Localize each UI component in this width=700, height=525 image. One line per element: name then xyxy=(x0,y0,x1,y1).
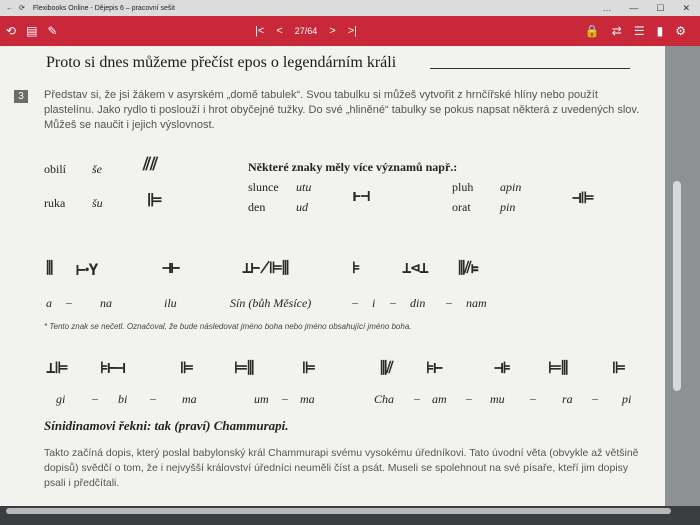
separator: – xyxy=(150,391,156,405)
cuneiform-sign: ⫼⫽ xyxy=(380,358,393,377)
word-czech: ruka xyxy=(44,196,66,210)
link-icon[interactable]: ⇄ xyxy=(611,24,622,38)
close-icon[interactable]: ✕ xyxy=(682,2,690,13)
cuneiform-sign: ⊢ꞏY xyxy=(76,260,98,279)
syllable: i xyxy=(372,296,376,310)
horizontal-scrollbar[interactable] xyxy=(6,508,671,514)
next-page-icon[interactable]: > xyxy=(329,25,336,37)
more-icon[interactable]: … xyxy=(602,2,612,13)
footnote: * Tento znak se nečetl. Označoval, že bude následovat jméno boha nebo jméno obsahující jméno boha. xyxy=(44,322,412,331)
answer-line[interactable] xyxy=(430,68,630,69)
cuneiform-sign: ⫽⫽ xyxy=(143,154,158,175)
cuneiform-sign: ⊣⊢ xyxy=(162,258,180,277)
word-czech: obilí xyxy=(44,162,67,176)
pen-icon[interactable]: ✎ xyxy=(47,24,58,38)
window-titlebar xyxy=(0,0,700,16)
word-czech: den xyxy=(248,200,266,214)
syllable: ma xyxy=(300,392,315,406)
syllable: mu xyxy=(490,392,505,406)
syllable: ilu xyxy=(164,296,177,310)
app-toolbar xyxy=(0,16,700,46)
separator: – xyxy=(352,295,358,309)
last-page-icon[interactable]: >| xyxy=(347,25,357,37)
word-reading: utu xyxy=(296,180,312,194)
cuneiform-sign: ⫼⫽⊧ xyxy=(458,258,478,277)
syllable: gi xyxy=(56,392,66,406)
syllable: nam xyxy=(466,296,487,310)
maximize-icon[interactable]: ☐ xyxy=(656,2,665,13)
vertical-scrollbar[interactable] xyxy=(665,46,700,506)
settings-icon[interactable]: ⚙ xyxy=(675,24,686,38)
translation: Sínidinamovi řekni: tak (praví) Chammurapi. xyxy=(44,418,289,433)
syllable: Sín (bůh Měsíce) xyxy=(230,296,312,310)
cuneiform-sign: ⊣⊫ xyxy=(572,188,594,207)
first-page-icon[interactable]: |< xyxy=(255,25,265,37)
minimize-icon[interactable]: — xyxy=(629,2,639,13)
word-czech: pluh xyxy=(452,180,474,194)
syllable: Cha xyxy=(374,392,395,406)
list-icon[interactable]: ☰ xyxy=(633,24,645,38)
refresh-icon[interactable]: ⟳ xyxy=(19,5,25,12)
book-icon[interactable]: ▤ xyxy=(26,24,38,38)
separator: – xyxy=(466,391,472,405)
separator: – xyxy=(592,391,598,405)
word-reading: ud xyxy=(296,200,308,214)
word-reading: še xyxy=(92,162,102,176)
exercise-instructions: Představ si, že jsi žákem v asyrském „domě tabulek“. Svou tabulku si můžeš vytvořit z hrnčířské hlíny nebo použít plastelínu. Jako rydlo ti poslouží i hrot obyčejné tužky. Do své „hliněné“ tabulky se pokus napsat některá z uvedených slov. Můžeš se naučit i jejich výslovnost. xyxy=(44,89,640,131)
syllable: din xyxy=(410,296,426,310)
word-reading: šu xyxy=(92,196,103,210)
syllable: bi xyxy=(118,392,128,406)
word-reading: pin xyxy=(500,200,516,214)
cuneiform-sign: ⊣⊧ xyxy=(494,358,510,377)
syllable: am xyxy=(432,392,447,406)
cuneiform-sign: ⊧⊢⊣ xyxy=(100,358,125,377)
cuneiform-sign: ⊥⊬⊫⫼ xyxy=(242,258,289,277)
cuneiform-sign: ⊧ xyxy=(352,258,360,277)
scrollbar-thumb[interactable] xyxy=(673,181,681,391)
cuneiform-sign: ⊫ xyxy=(180,358,193,377)
separator: – xyxy=(66,295,72,309)
exercise-number: 3 xyxy=(14,90,28,103)
closing-text: Takto začíná dopis, který poslal babylonský král Chammurapi svému vysokému úředníkovi. Tato úvodní věta (obvykle až většině dopisů) svědčí o tom, že i nejvyšší království úředníci neuměli číst a psát. Museli se spolehnout na své písaře, kteří jim dopisy psali i předčítali. xyxy=(44,447,639,489)
syllable: a xyxy=(46,296,52,310)
cuneiform-sign: ⊨⫼ xyxy=(548,358,568,377)
cuneiform-sign: ⫼ xyxy=(46,258,53,277)
page-indicator: 27/64 xyxy=(294,26,318,36)
page-heading: Proto si dnes můžeme přečíst epos o legendárním králi xyxy=(46,54,397,71)
word-czech: orat xyxy=(452,200,471,214)
lock-icon[interactable]: 🔒 xyxy=(584,24,600,38)
syllable: pi xyxy=(622,392,632,406)
separator: – xyxy=(282,391,288,405)
cuneiform-sign: ⊥⊲⊥ xyxy=(402,258,428,277)
back-icon[interactable]: ← xyxy=(6,4,13,12)
separator: – xyxy=(446,295,452,309)
cuneiform-sign: ⊨⫼ xyxy=(234,358,254,377)
separator: – xyxy=(92,391,98,405)
syllable: na xyxy=(100,296,112,310)
cuneiform-sign: ⱶ⊣ xyxy=(352,186,370,205)
multi-title: Některé znaky měly více významů např.: xyxy=(248,160,458,174)
window-title: Flexibooks Online - Dějepis 6 – pracovní sešit xyxy=(32,4,175,12)
syllable: ma xyxy=(182,392,197,406)
prev-page-icon[interactable]: < xyxy=(276,25,283,37)
cuneiform-sign: ⊧⊢ xyxy=(426,358,442,377)
history-icon[interactable]: ⟲ xyxy=(6,24,17,38)
cuneiform-sign: ⊫ xyxy=(612,358,625,377)
separator: – xyxy=(530,391,536,405)
separator: – xyxy=(414,391,420,405)
syllable: ra xyxy=(562,392,573,406)
cuneiform-sign: ⊫ xyxy=(302,358,315,377)
word-reading: apin xyxy=(500,180,522,194)
syllable: um xyxy=(254,392,269,406)
pager xyxy=(255,16,357,46)
cuneiform-sign: ⊫ xyxy=(147,190,162,211)
separator: – xyxy=(390,295,396,309)
cuneiform-sign: ⊥⊫ xyxy=(46,358,68,377)
word-czech: slunce xyxy=(248,180,279,194)
bookmark-icon[interactable]: ▮ xyxy=(656,24,664,38)
